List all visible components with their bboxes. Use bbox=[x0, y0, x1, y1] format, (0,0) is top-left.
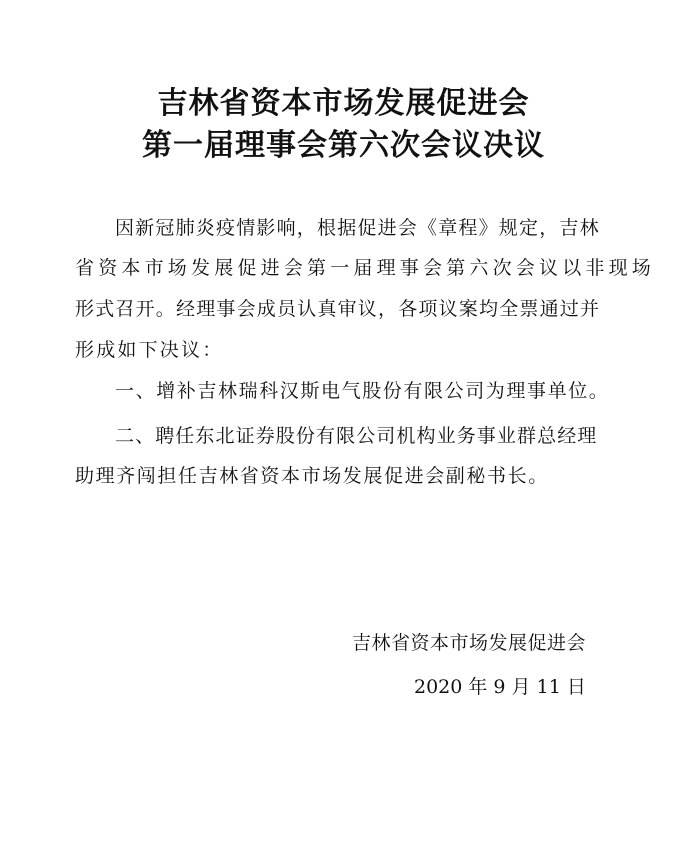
paragraph-intro-line-1: 因新冠肺炎疫情影响，根据促进会《章程》规定，吉林 bbox=[115, 217, 600, 239]
resolution-item-2-line-1: 二、聘任东北证券股份有限公司机构业务事业群总经理 bbox=[115, 425, 598, 447]
paragraph-intro-line-2: 省资本市场发展促进会第一届理事会第六次会议以非现场 bbox=[75, 257, 656, 279]
resolution-item-2-line-2: 助理齐闯担任吉林省资本市场发展促进会副秘书长。 bbox=[75, 465, 549, 487]
document-title-line-1: 吉林省资本市场发展促进会 bbox=[157, 86, 530, 121]
signature-date: 2020 年 9 月 11 日 bbox=[414, 676, 586, 698]
paragraph-intro-line-4: 形成如下决议： bbox=[75, 339, 224, 361]
paragraph-intro-line-3: 形式召开。经理事会成员认真审议，各项议案均全票通过并 bbox=[75, 298, 601, 320]
signature-organization: 吉林省资本市场发展促进会 bbox=[352, 632, 587, 654]
document-title-line-2: 第一届理事会第六次会议决议 bbox=[142, 128, 545, 163]
resolution-item-1: 一、增补吉林瑞科汉斯电气股份有限公司为理事单位。 bbox=[115, 380, 610, 402]
